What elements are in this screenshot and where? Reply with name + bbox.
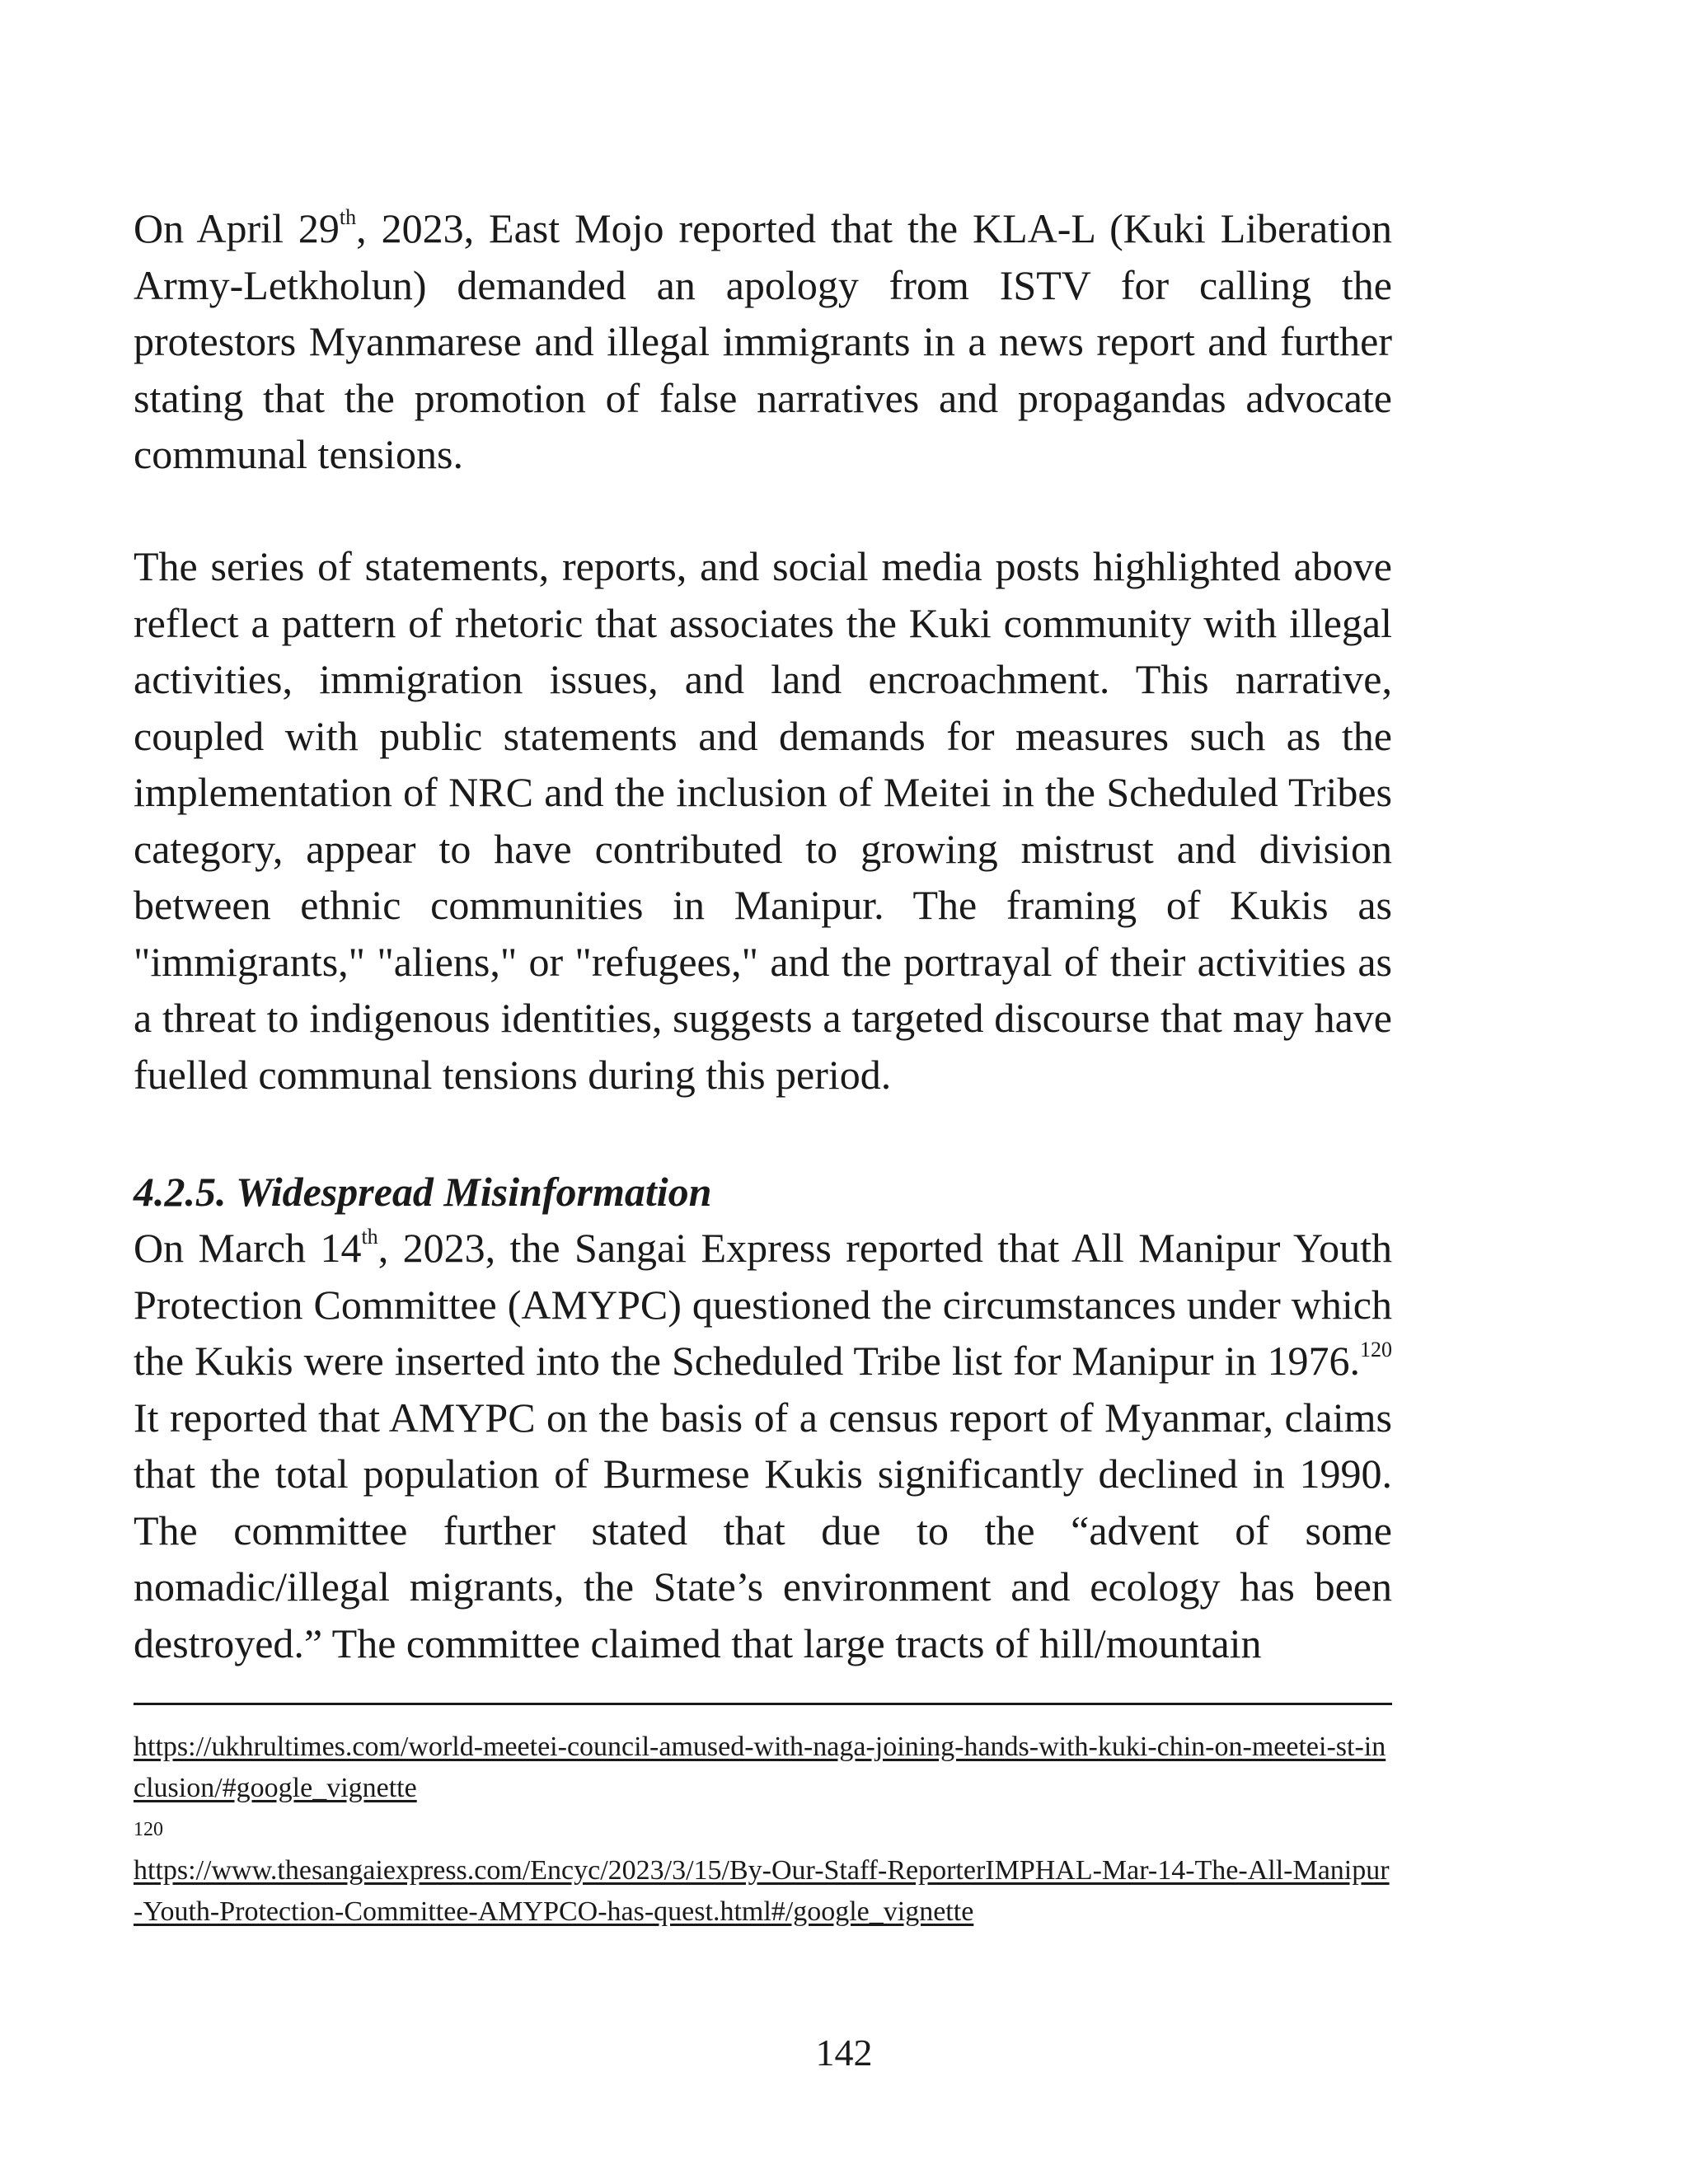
ordinal-suffix: th xyxy=(339,205,357,229)
ordinal-suffix: th xyxy=(361,1225,378,1249)
section-heading: 4.2.5. Widespread Misinformation xyxy=(134,1169,712,1215)
page-number: 142 xyxy=(815,2032,873,2074)
paragraph-kla-l-apology xyxy=(134,200,1392,483)
footnote-separator xyxy=(134,1703,1392,1705)
paragraph-rhetoric-pattern: The series of statements, reports, and social media posts highlighted above reflect a pattern of rhetoric that associates the Kuki community with illegal activities, immigration issues, and land encroachment. This narrative, coupled with public statements and demands for measures such as the implementation of NRC and the inclusion of Meitei in the Scheduled Tribes category, appear to have contributed to growing mistrust and division between ethnic communities in Manipur. The framing of Kukis as "immigrants," "aliens," or "refugees," and the portrayal of their activities as a threat to indigenous identities, suggests a targeted discourse that may have fuelled communal tensions during this period. xyxy=(134,543,1392,1098)
paragraph-text: , 2023, East Mojo reported that the KLA-L (Kuki Liberation Army-Letkholun) demanded an apology from ISTV for calling the protestors Myanmarese and illegal immigrants in a news report and further stating that the promotion of false narratives and propagandas advocate communal tensions. xyxy=(134,205,1392,477)
paragraph-text: , 2023, the Sangai Express reported that All Manipur Youth Protection Committee (AMYPC) questioned the circumstances under which the Kukis were inserted into the Scheduled Tribe list for Manipur in 1976. xyxy=(134,1225,1392,1384)
paragraph-text: It reported that AMYPC on the basis of a census report of Myanmar, claims that the total population of Burmese Kukis significantly declined in 1990. The committee further stated that due to the “advent of some nomadic/illegal migrants, the State’s environment and ecology has been destroyed.” The committee claimed that large tracts of hill/mountain xyxy=(134,1394,1392,1666)
footnote-link-ukhrultimes[interactable]: https://ukhrultimes.com/world-meetei-council-amused-with-naga-joining-hands-with-kuki-chin-on-meetei-st-inclusion/#google_vignette xyxy=(134,1732,1386,1803)
footnote-number: 120 xyxy=(134,1819,163,1840)
footnote-link-sangaiexpress[interactable]: https://www.thesangaiexpress.com/Encyc/2023/3/15/By-Our-Staff-ReporterIMPHAL-Mar-14-The-All-Manipur-Youth-Protection-Committee-AMYPCO-has-quest.html#/google_vignette xyxy=(134,1855,1390,1927)
paragraph-text: On March 14 xyxy=(134,1225,362,1271)
footnote-reference[interactable]: 120 xyxy=(1360,1338,1392,1361)
paragraph-text: On April 29 xyxy=(134,205,340,251)
paragraph-amypc-report xyxy=(134,1220,1392,1671)
